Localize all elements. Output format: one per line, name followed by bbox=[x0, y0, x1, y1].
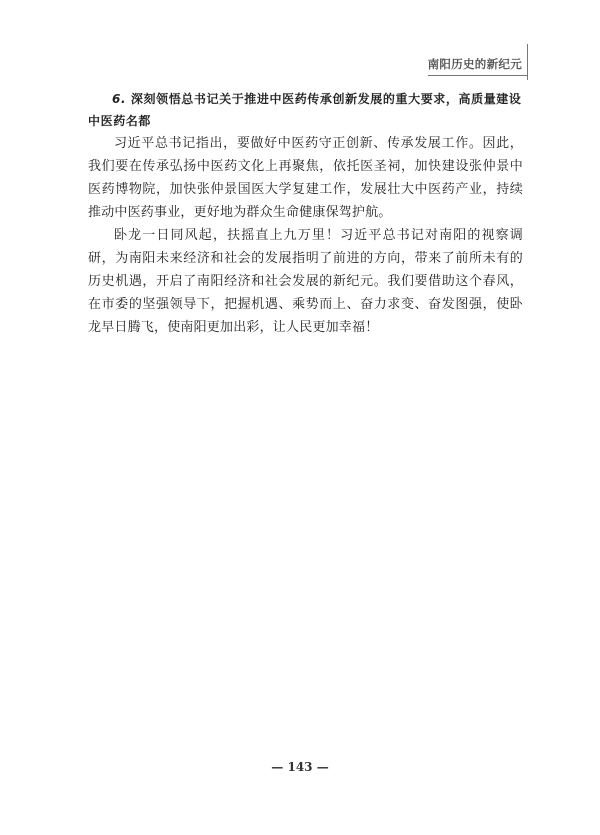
page-number: — 143 — bbox=[271, 760, 329, 774]
header-vertical-bar bbox=[527, 44, 529, 80]
section-heading bbox=[88, 88, 523, 132]
body-paragraph-1: 习近平总书记指出，要做好中医药守正创新、传承发展工作。因此，我们要在传承弘扬中医药文化上再聚焦，依托医圣祠，加快建设张仲景中医药博物院，加快张仲景国医大学复建工作，发展壮大中医药产业，持续推动中医药事业，更好地为群众生命健康保驾护航。 bbox=[88, 136, 523, 220]
page-content bbox=[88, 88, 523, 339]
running-title: 南阳历史的新纪元 bbox=[427, 57, 522, 71]
running-header bbox=[428, 44, 522, 80]
section-number: 6. bbox=[112, 92, 127, 106]
header-rule bbox=[428, 75, 528, 76]
section-title: 深刻领悟总书记关于推进中医药传承创新发展的重大要求，高质量建设中医药名都 bbox=[88, 92, 522, 128]
body-paragraph-2: 卧龙一日同风起，扶摇直上九万里！习近平总书记对南阳的视察调研，为南阳未来经济和社会的发展指明了前进的方向，带来了前所未有的历史机遇，开启了南阳经济和社会发展的新纪元。我们要借助这个春风，在市委的坚强领导下，把握机遇、乘势而上、奋力求变、奋发图强，使卧龙早日腾飞，使南阳更加出彩，让人民更加幸福！ bbox=[88, 228, 523, 335]
